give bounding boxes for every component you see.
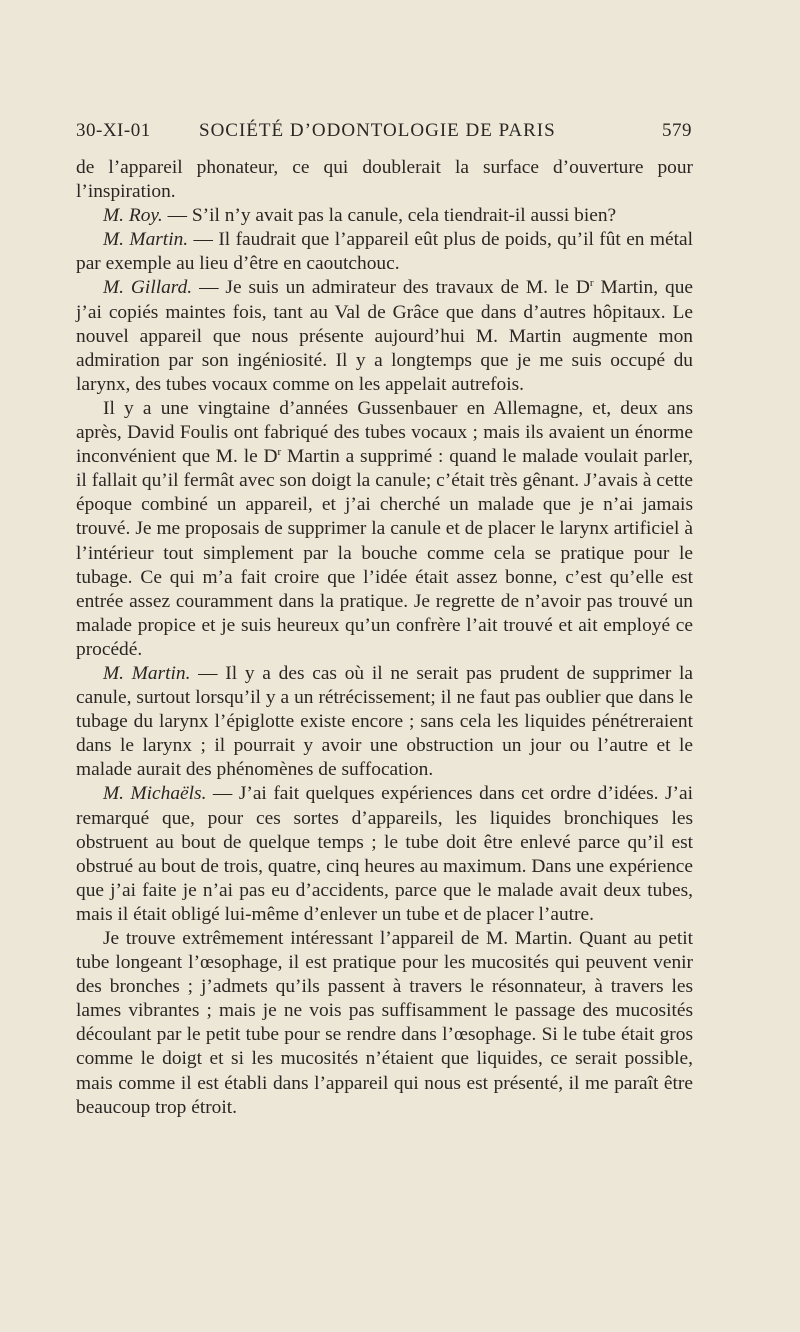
paragraph <box>76 397 693 662</box>
paragraph-text: — Il faudrait que l’appareil eût plus de poids, qu’il fût en métal par exemple au lieu d’être en caoutchouc. <box>76 229 693 275</box>
paragraph <box>76 782 693 927</box>
paragraph-text: Il y a une vingtaine d’années Gussenbauer en Allemagne, et, deux ans après, David Foulis ont fabriqué des tubes vocaux ; mais ils avaient un énorme inconvénient que M. le D <box>76 397 693 468</box>
paragraph-text: Je trouve extrêmement intéressant l’appareil de M. Martin. Quant au petit tube longeant l’œsophage, il est pratique pour les mucosités qui peuvent venir des bronches ; j’admets qu’ils passent à travers le résonnateur, à travers les lames vibrantes ; mais je ne vois pas suffisamment le passage des mucosités découlant par le petit tube pour se rendre dans l’œsophage. Si le tube était gros comme le doigt et si les mucosités n’étaient que liquides, ce serait possible, mais comme il est établi dans l’appareil qui nous est présenté, il me paraît être beaucoup trop étroit. <box>76 928 693 1118</box>
speaker-name: M. Martin. <box>103 662 191 684</box>
paragraph-text: — J’ai fait quelques expériences dans cet ordre d’idées. J’ai remarqué que, pour ces sortes d’appareils, les liquides bronchiques les obstruent au bout de quelque temps ; le tube doit être enlevé parce qu’il est obstrué au bout de trois, quatre, cinq heures au maximum. Dans une expérience que j’ai faite je n’ai pas eu d’accidents, parce que le malade avait deux tubes, mais il était obligé lui-même d’enlever un tube et de placer l’autre. <box>76 783 693 925</box>
body-text <box>76 156 693 1120</box>
paragraph-text: — Je suis un admirateur des travaux de M. le D <box>192 277 590 299</box>
speaker-name: M. Roy. <box>103 205 163 227</box>
paragraph <box>76 228 693 276</box>
header-date: 30-XI-01 <box>76 120 151 141</box>
page-number: 579 <box>662 120 692 141</box>
paragraph-text: — S’il n’y avait pas la canule, cela tiendrait-il aussi bien? <box>162 205 617 227</box>
speaker-name: M. Michaëls. <box>103 783 207 805</box>
superscript: r <box>589 277 594 290</box>
header-title: SOCIÉTÉ D’ODONTOLOGIE DE PARIS <box>199 120 556 141</box>
paragraph-text: de l’appareil phonateur, ce qui doublerait la surface d’ouverture pour l’inspiration. <box>76 157 693 203</box>
paragraph <box>76 156 693 204</box>
speaker-name: M. Martin. <box>103 229 189 251</box>
paragraph-text: Martin, que j’ai copiés maintes fois, tant au Val de Grâce que dans d’autres hôpitaux. Le nouvel appareil que nous présente aujourd’hui M. Martin augmente mon admiration par son ingéniosité. Il y a longtemps que je me suis occupé du larynx, des tubes vocaux comme on les appelait autrefois. <box>76 277 694 395</box>
speaker-name: M. Gillard. <box>103 277 193 299</box>
superscript: r <box>277 446 282 459</box>
paragraph <box>76 204 693 228</box>
paragraph <box>76 662 693 782</box>
paragraph-text: Martin a supprimé : quand le malade voulait parler, il fallait qu’il fermât avec son doigt la canule; c’était très gênant. J’avais à cette époque combiné un appareil, et j’ai cherché un malade que je n’ai jamais trouvé. Je me proposais de supprimer la canule et de placer le larynx artificiel à l’intérieur tout simplement par la bouche comme cela se pratique pour le tubage. Ce qui m’a fait croire que l’idée était assez bonne, c’est qu’elle est entrée assez couramment dans la pratique. Je regrette de n’avoir pas trouvé un malade propice et je suis heureux qu’un confrère l’ait trouvé et ait employé ce procédé. <box>76 446 693 660</box>
paragraph <box>76 927 693 1120</box>
paragraph-text: — Il y a des cas où il ne serait pas prudent de supprimer la canule, surtout lorsqu’il y a un rétrécissement; il ne faut pas oublier que dans le tubage du larynx l’épiglotte existe encore ; sans cela les liquides pénétreraient dans le larynx ; il pourrait y avoir une obstruction un jour ou l’autre et le malade aurait des phénomènes de suffocation. <box>76 662 693 781</box>
paragraph <box>76 276 693 396</box>
